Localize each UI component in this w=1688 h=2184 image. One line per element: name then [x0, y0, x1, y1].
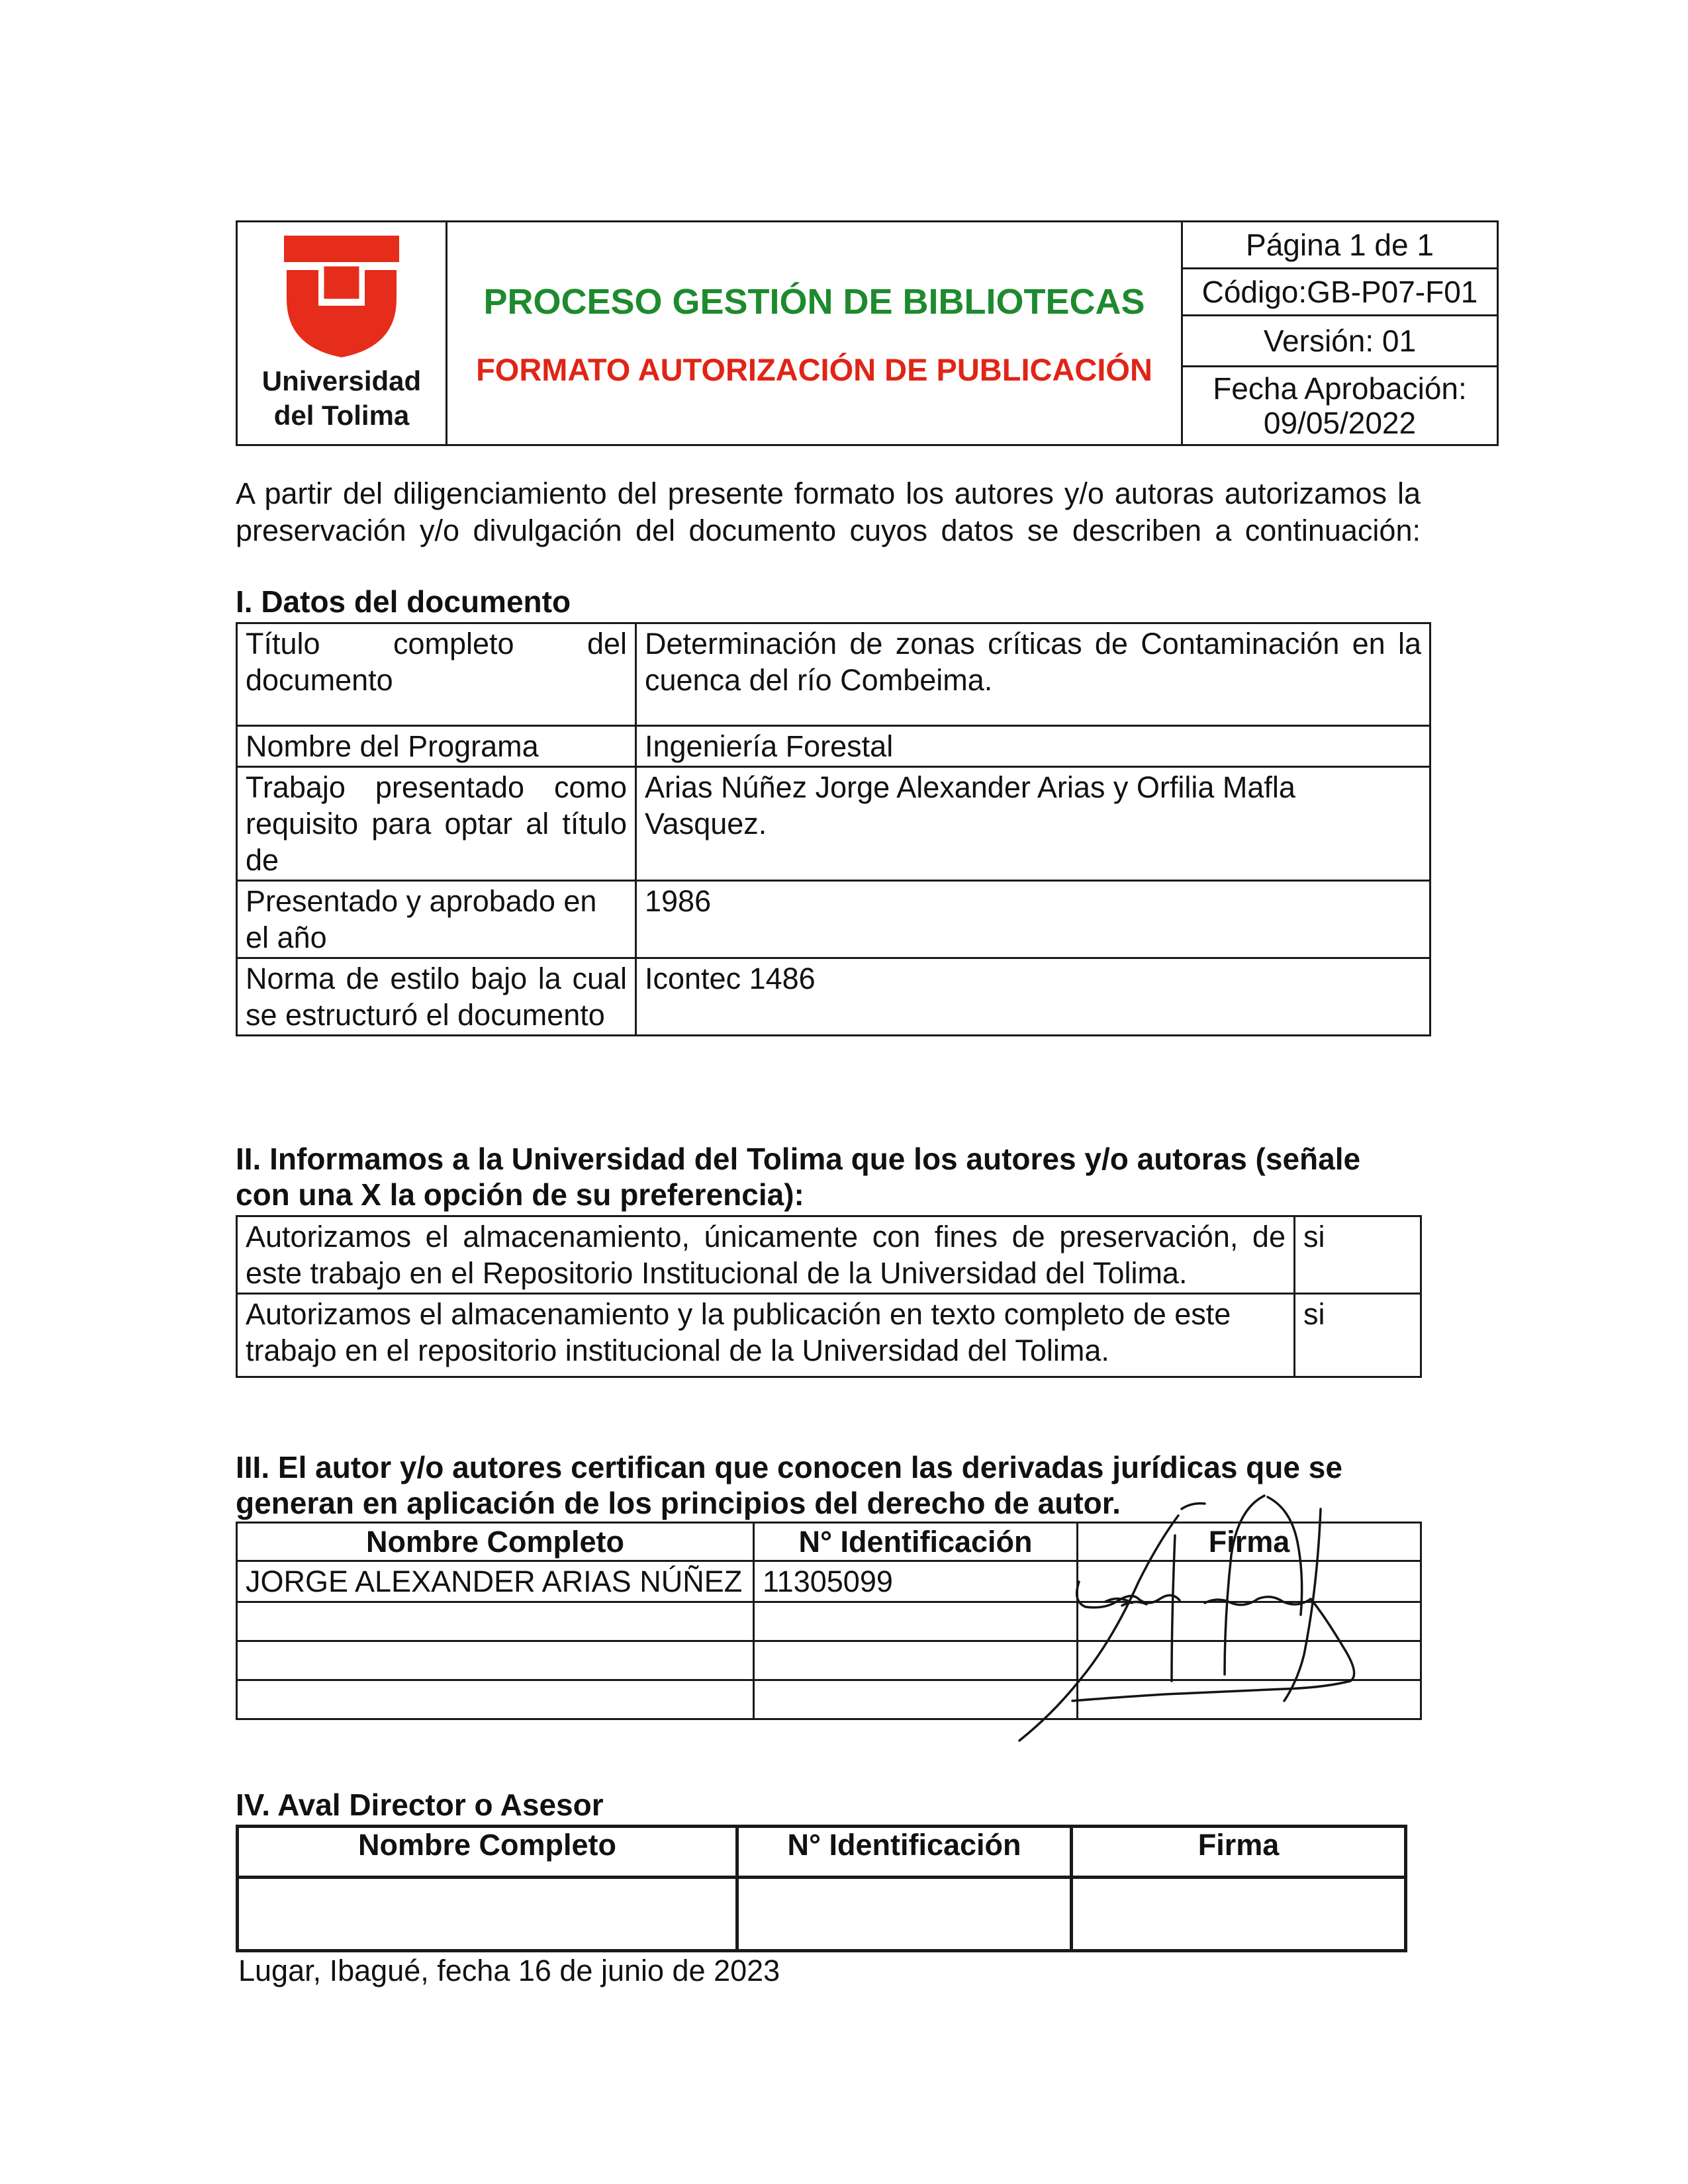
field-value-degree: Arias Núñez Jorge Alexander Arias y Orfilia Mafla Vasquez. [636, 767, 1430, 881]
authorization-option: Autorizamos el almacenamiento, únicamente con fines de preservación, de este trabajo en el Repositorio Institucional de la Universidad del Tolima. [237, 1216, 1295, 1294]
place-and-date: Lugar, Ibagué, fecha 16 de junio de 2023 [238, 1954, 780, 1987]
author-name [237, 1680, 754, 1719]
table-row [237, 767, 1430, 881]
form-code: Código:GB-P07-F01 [1182, 269, 1498, 316]
intro-paragraph: A partir del diligenciamiento del presente formato los autores y/o autoras autorizamos la preservación y/o divulgación del documento cuyos datos se describen a continuación: [236, 477, 1421, 547]
field-value-year: 1986 [636, 881, 1430, 958]
authorization-answer[interactable]: si [1295, 1294, 1421, 1377]
column-header-name: Nombre Completo [237, 1523, 754, 1561]
logo-line-1: Universidad [261, 365, 422, 396]
author-id: 11305099 [754, 1561, 1078, 1602]
field-label: Trabajo presentado como requisito para optar al título de [237, 767, 636, 881]
logo-text [238, 364, 445, 433]
title-cell [447, 222, 1182, 445]
table-row [237, 958, 1430, 1036]
form-version: Versión: 01 [1182, 316, 1498, 367]
table-row [237, 726, 1430, 767]
authorization-option: Autorizamos el almacenamiento y la publicación en texto completo de este trabajo en el repositorio institucional de la Universidad del Tolima. [237, 1294, 1295, 1377]
page-number: Página 1 de 1 [1182, 222, 1498, 269]
section-3-title: III. El autor y/o autores certifican que conocen las derivadas jurídicas que se generan en aplicación de los principios del derecho de autor. [236, 1450, 1342, 1520]
field-label: Nombre del Programa [237, 726, 636, 767]
advisor-name [238, 1878, 737, 1951]
advisor-signature [1072, 1878, 1406, 1951]
column-header-name: Nombre Completo [238, 1827, 737, 1878]
document-header [236, 220, 1499, 446]
logo-line-2: del Tolima [273, 400, 410, 431]
handwritten-signature [1006, 1482, 1417, 1787]
field-label: Título completo del documento [237, 623, 636, 726]
approval-date: 09/05/2022 [1263, 406, 1417, 440]
author-name: JORGE ALEXANDER ARIAS NÚÑEZ [237, 1561, 754, 1602]
form-title: FORMATO AUTORIZACIÓN DE PUBLICACIÓN [476, 352, 1152, 387]
approval-date-cell [1182, 367, 1498, 445]
field-value-program: Ingeniería Forestal [636, 726, 1430, 767]
university-shield-icon [280, 236, 403, 359]
logo-cell [237, 222, 447, 445]
column-header-id: N° Identificación [737, 1827, 1072, 1878]
field-label: Presentado y aprobado en el año [237, 881, 636, 958]
advisor-table [236, 1825, 1407, 1952]
table-row [237, 881, 1430, 958]
advisor-id [737, 1878, 1072, 1951]
process-title: PROCESO GESTIÓN DE BIBLIOTECAS [483, 282, 1145, 322]
author-name [237, 1602, 754, 1641]
table-row [237, 1216, 1421, 1294]
column-header-signature: Firma [1072, 1827, 1406, 1878]
university-logo [238, 222, 445, 438]
author-name [237, 1641, 754, 1680]
section-4-title: IV. Aval Director o Asesor [236, 1788, 604, 1822]
section-2-title: II. Informamos a la Universidad del Tolima que los autores y/o autoras (señale con una X la opción de su preferencia): [236, 1142, 1361, 1212]
authorization-answer[interactable]: si [1295, 1216, 1421, 1294]
column-header-signature: Firma [1078, 1523, 1421, 1561]
table-header-row [238, 1827, 1406, 1878]
authorization-table [236, 1215, 1422, 1378]
approval-label: Fecha Aprobación: [1213, 371, 1467, 406]
section-1-title: I. Datos del documento [236, 584, 571, 619]
table-row [237, 623, 1430, 726]
field-value-style: Icontec 1486 [636, 958, 1430, 1036]
table-row [237, 1294, 1421, 1377]
field-value-title: Determinación de zonas críticas de Contaminación en la cuenca del río Combeima. [636, 623, 1430, 726]
field-label: Norma de estilo bajo la cual se estructuró el documento [237, 958, 636, 1036]
document-data-table [236, 622, 1431, 1036]
table-row [238, 1878, 1406, 1951]
column-header-id: N° Identificación [754, 1523, 1078, 1561]
